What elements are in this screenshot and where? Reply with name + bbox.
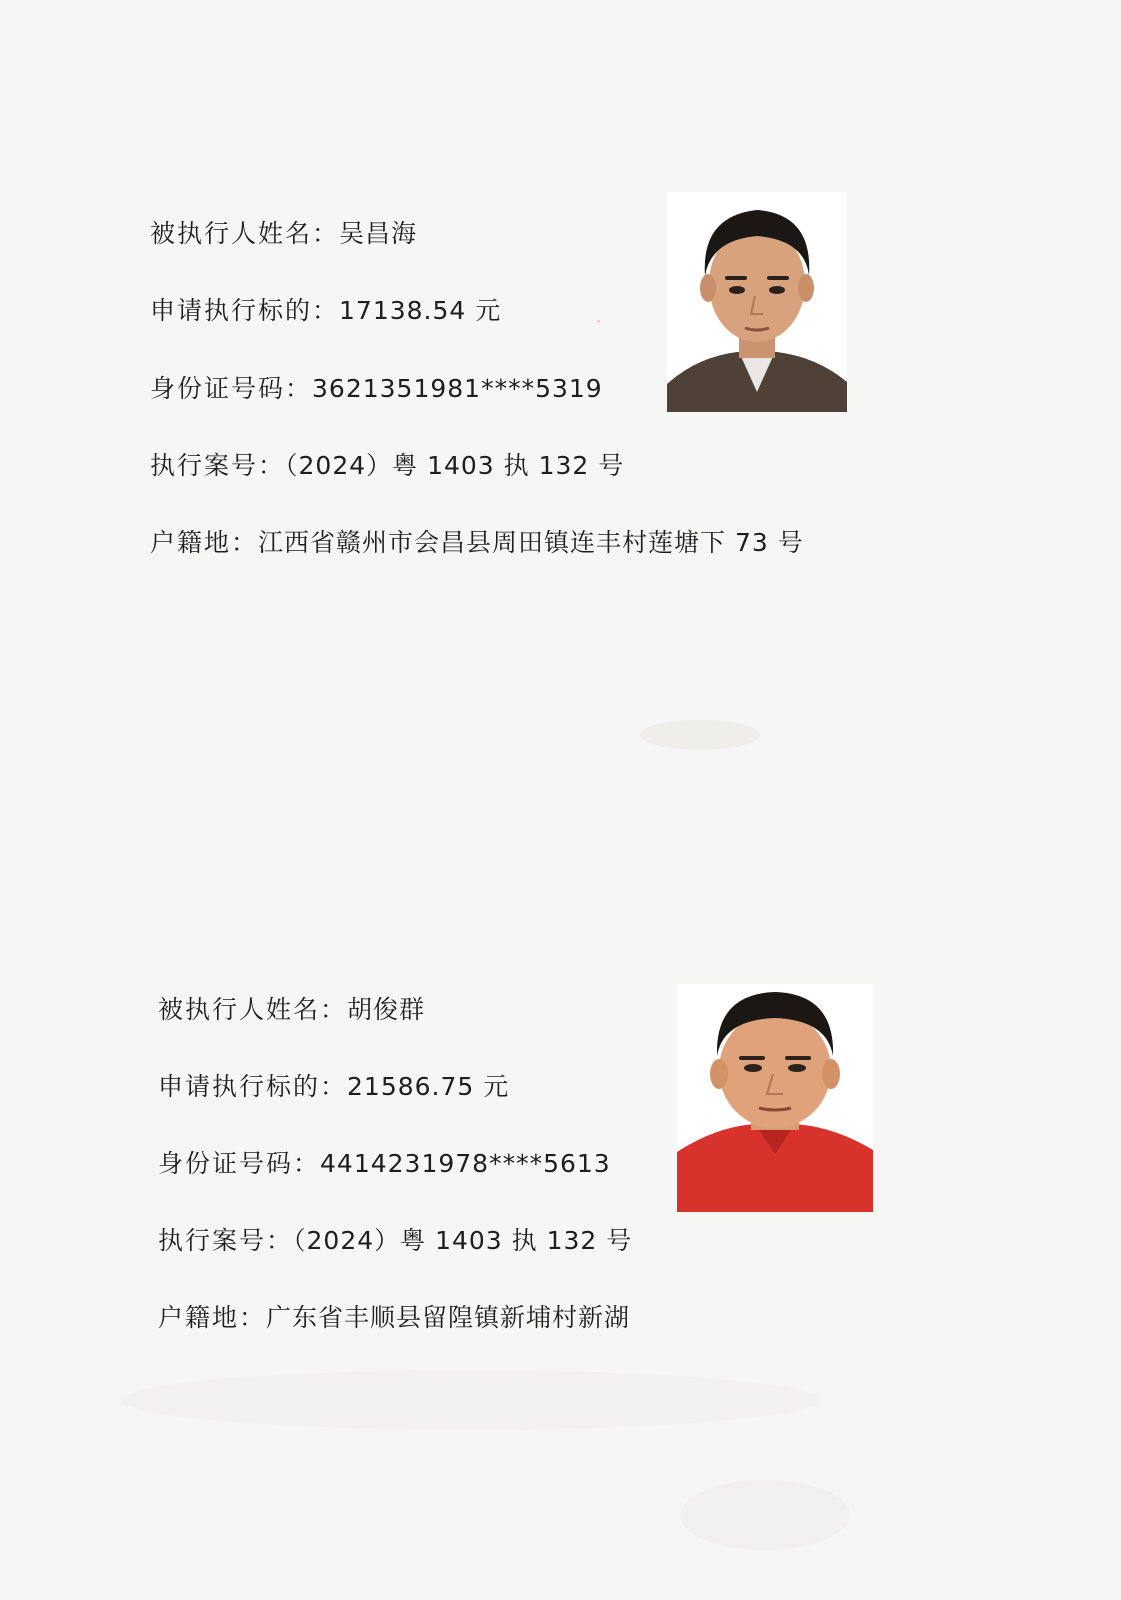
record-2-domicile-row [158,1301,630,1335]
scan-speck [680,1480,850,1550]
case-label: 执行案号： [158,1226,294,1255]
domicile-value: 江西省赣州市会昌县周田镇连丰村莲塘下 73 号 [258,528,804,557]
name-label: 被执行人姓名： [158,995,348,1024]
case-value: （2024）粤 1403 执 132 号 [285,451,625,480]
record-2-case-row [158,1224,632,1258]
domicile-label: 户籍地： [150,528,259,557]
id-value: 3621351981****5319 [312,374,603,403]
case-label: 执行案号： [150,451,286,480]
record-2-name-row [158,993,425,1027]
record-2 [158,0,1058,1400]
amount-label: 申请执行标的： [150,296,340,325]
portrait-illustration [677,984,873,1212]
domicile-value: 广东省丰顺县留隍镇新埔村新湖 [266,1303,631,1332]
id-value: 4414231978****5613 [320,1149,611,1178]
record-2-amount-row [158,1070,509,1104]
case-value: （2024）粤 1403 执 132 号 [293,1226,633,1255]
domicile-label: 户籍地： [158,1303,267,1332]
record-2-id-row [158,1147,611,1181]
amount-value: 17138.54 元 [339,296,502,325]
name-label: 被执行人姓名： [150,219,340,248]
name-value: 胡俊群 [347,995,426,1024]
id-label: 身份证号码： [150,374,313,403]
name-value: 吴昌海 [339,219,418,248]
id-label: 身份证号码： [158,1149,321,1178]
amount-label: 申请执行标的： [158,1072,348,1101]
amount-value: 21586.75 元 [347,1072,510,1101]
record-2-portrait-photo [677,984,873,1212]
